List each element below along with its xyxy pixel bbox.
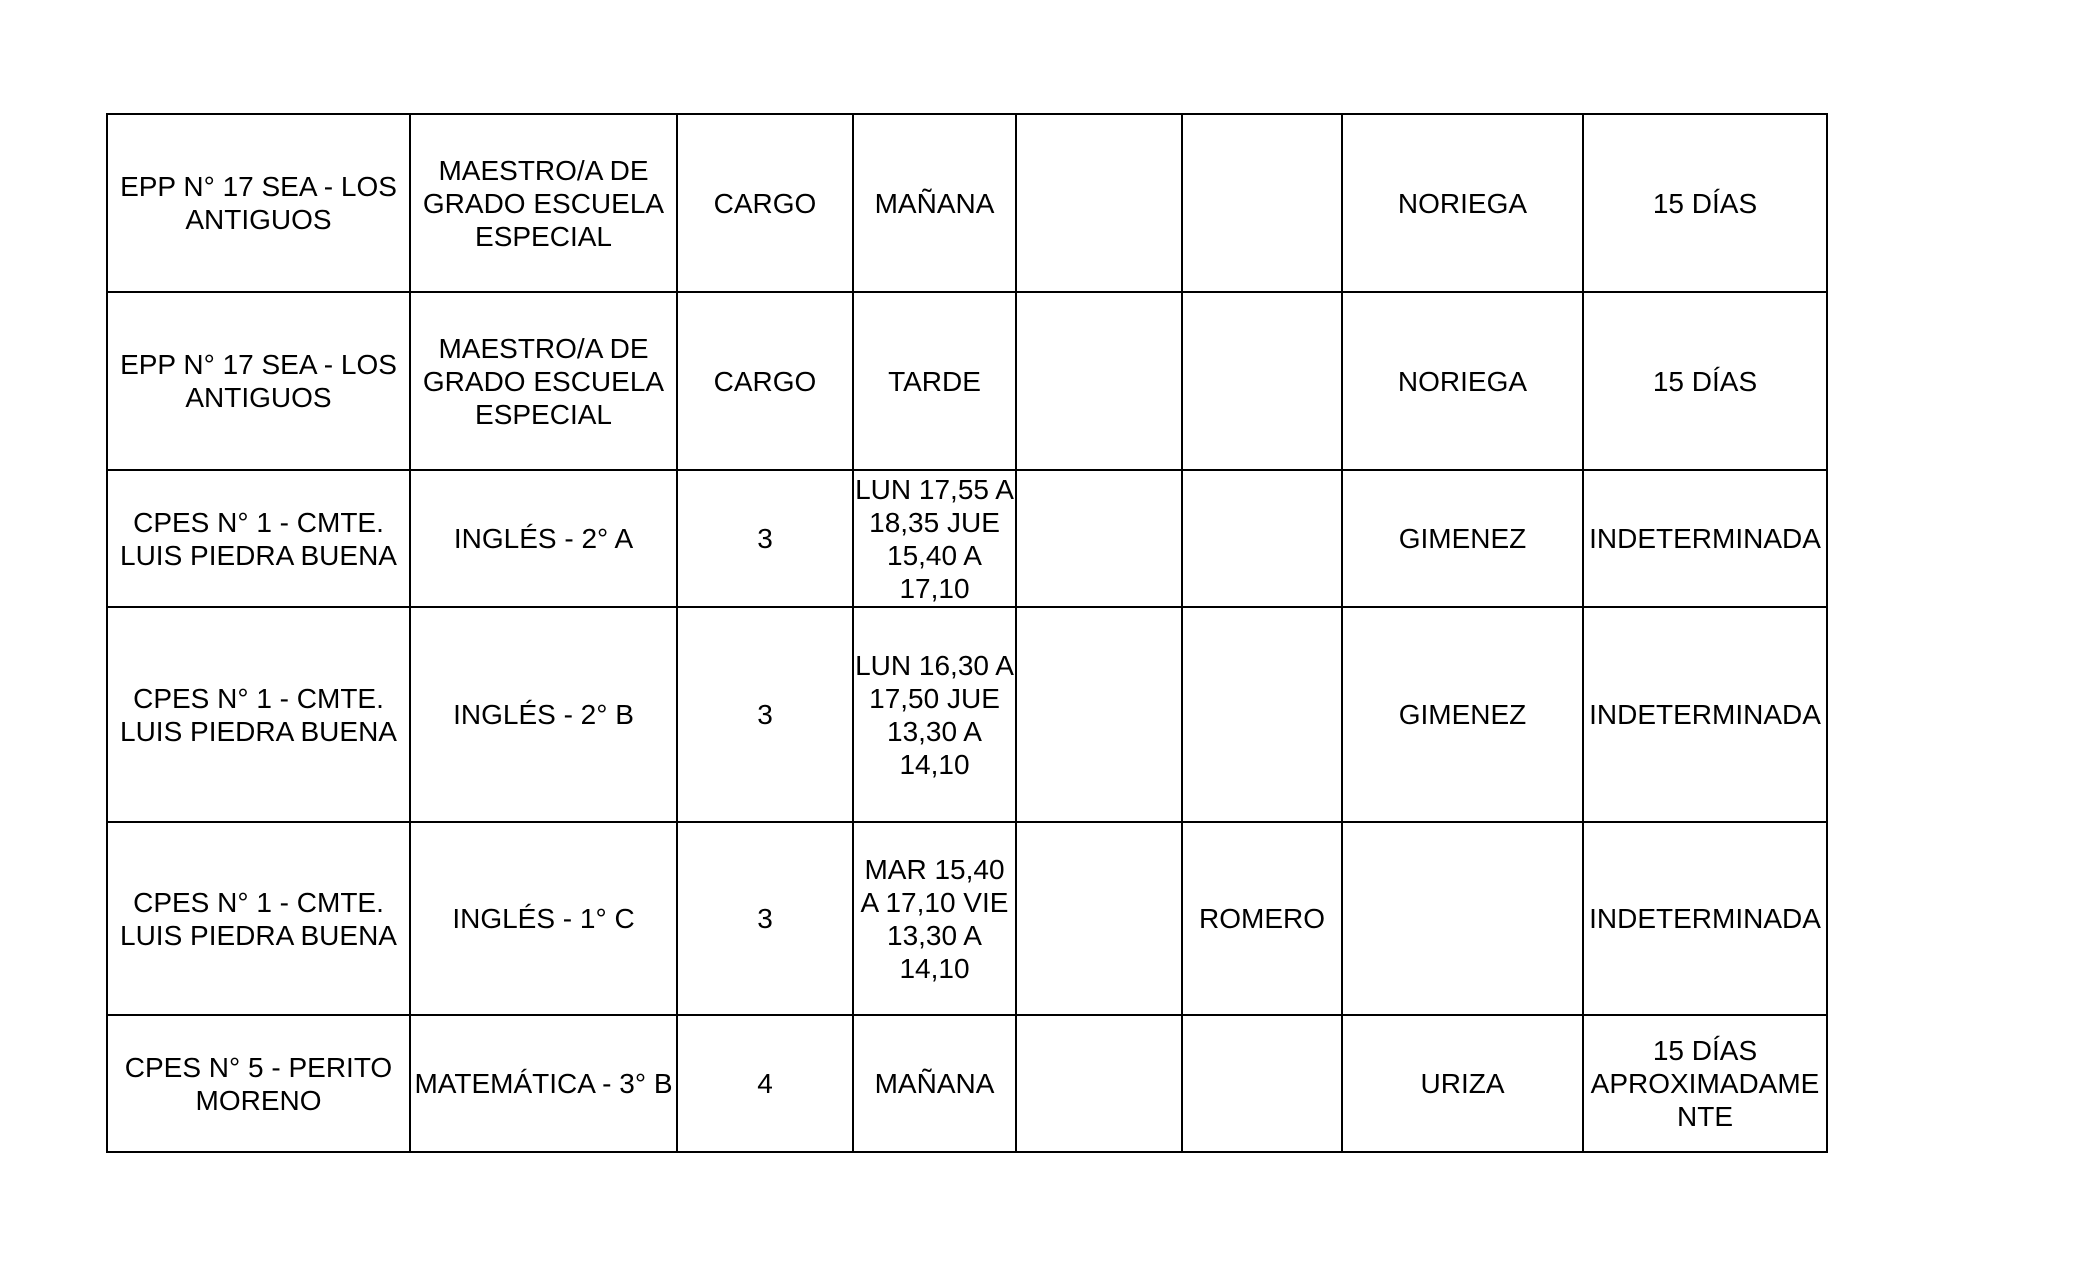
position-cell: INGLÉS - 2° A bbox=[410, 470, 677, 607]
empty-cell bbox=[1016, 470, 1182, 607]
schedule-cell: TARDE bbox=[853, 292, 1016, 470]
table-row bbox=[107, 114, 1827, 292]
schedule-cell: LUN 17,55 A 18,35 JUE 15,40 A 17,10 bbox=[853, 470, 1016, 607]
schedule-cell: MAÑANA bbox=[853, 1015, 1016, 1152]
table-row bbox=[107, 292, 1827, 470]
school-cell: EPP N° 17 SEA - LOS ANTIGUOS bbox=[107, 292, 410, 470]
name-cell bbox=[1182, 470, 1342, 607]
school-cell: CPES N° 5 - PERITO MORENO bbox=[107, 1015, 410, 1152]
name-cell: ROMERO bbox=[1182, 822, 1342, 1015]
duration-cell: 15 DÍAS APROXIMADAMENTE bbox=[1583, 1015, 1827, 1152]
empty-cell bbox=[1016, 607, 1182, 822]
duration-cell: 15 DÍAS bbox=[1583, 114, 1827, 292]
hours-cell: 3 bbox=[677, 607, 853, 822]
position-cell: INGLÉS - 2° B bbox=[410, 607, 677, 822]
position-cell: MATEMÁTICA - 3° B bbox=[410, 1015, 677, 1152]
name-cell bbox=[1182, 292, 1342, 470]
teacher-cell: NORIEGA bbox=[1342, 292, 1583, 470]
duration-cell: 15 DÍAS bbox=[1583, 292, 1827, 470]
position-cell: INGLÉS - 1° C bbox=[410, 822, 677, 1015]
name-cell bbox=[1182, 607, 1342, 822]
schedule-cell: LUN 16,30 A 17,50 JUE 13,30 A 14,10 bbox=[853, 607, 1016, 822]
position-cell: MAESTRO/A DE GRADO ESCUELA ESPECIAL bbox=[410, 292, 677, 470]
teacher-cell: URIZA bbox=[1342, 1015, 1583, 1152]
hours-cell: 4 bbox=[677, 1015, 853, 1152]
duration-cell: INDETERMINADA bbox=[1583, 470, 1827, 607]
empty-cell bbox=[1016, 822, 1182, 1015]
school-cell: CPES N° 1 - CMTE. LUIS PIEDRA BUENA bbox=[107, 470, 410, 607]
empty-cell bbox=[1016, 1015, 1182, 1152]
school-cell: EPP N° 17 SEA - LOS ANTIGUOS bbox=[107, 114, 410, 292]
hours-cell: CARGO bbox=[677, 292, 853, 470]
name-cell bbox=[1182, 1015, 1342, 1152]
duration-cell: INDETERMINADA bbox=[1583, 607, 1827, 822]
schedule-cell: MAÑANA bbox=[853, 114, 1016, 292]
teacher-cell bbox=[1342, 822, 1583, 1015]
hours-cell: CARGO bbox=[677, 114, 853, 292]
schedule-cell: MAR 15,40 A 17,10 VIE 13,30 A 14,10 bbox=[853, 822, 1016, 1015]
table-row bbox=[107, 1015, 1827, 1152]
position-cell: MAESTRO/A DE GRADO ESCUELA ESPECIAL bbox=[410, 114, 677, 292]
teacher-cell: GIMENEZ bbox=[1342, 607, 1583, 822]
table-row bbox=[107, 470, 1827, 607]
hours-cell: 3 bbox=[677, 822, 853, 1015]
table-row bbox=[107, 607, 1827, 822]
school-cell: CPES N° 1 - CMTE. LUIS PIEDRA BUENA bbox=[107, 822, 410, 1015]
hours-cell: 3 bbox=[677, 470, 853, 607]
empty-cell bbox=[1016, 114, 1182, 292]
table-row bbox=[107, 822, 1827, 1015]
teacher-cell: NORIEGA bbox=[1342, 114, 1583, 292]
vacancies-table bbox=[106, 113, 1828, 1153]
duration-cell: INDETERMINADA bbox=[1583, 822, 1827, 1015]
school-cell: CPES N° 1 - CMTE. LUIS PIEDRA BUENA bbox=[107, 607, 410, 822]
name-cell bbox=[1182, 114, 1342, 292]
teacher-cell: GIMENEZ bbox=[1342, 470, 1583, 607]
empty-cell bbox=[1016, 292, 1182, 470]
